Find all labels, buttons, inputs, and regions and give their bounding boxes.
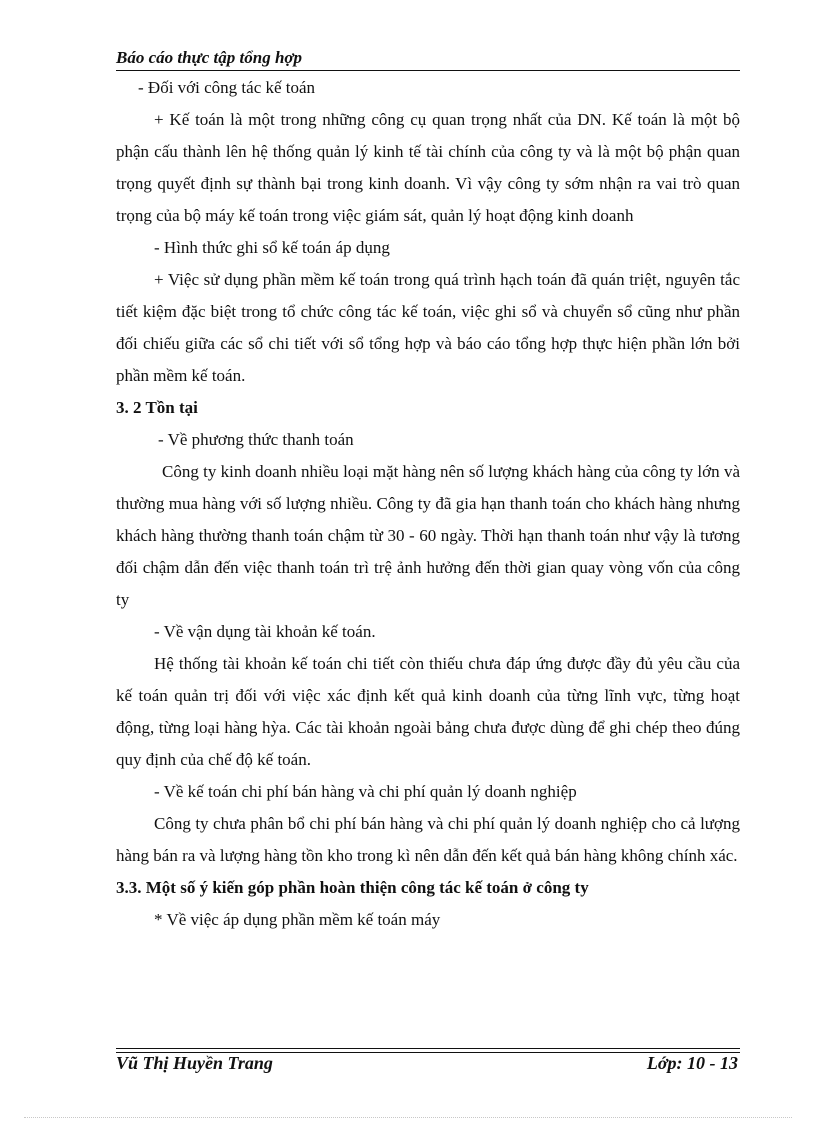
section-heading: 3.3. Một số ý kiến góp phần hoàn thiện công tác kế toán ở công ty xyxy=(116,878,589,897)
paragraph: - Về vận dụng tài khoản kế toán. xyxy=(154,622,376,641)
paragraph: * Về việc áp dụng phần mềm kế toán máy xyxy=(154,910,441,929)
footer-author: Vũ Thị Huyền Trang xyxy=(116,1053,273,1073)
paragraph: - Đối với công tác kế toán xyxy=(138,78,316,97)
header-rule xyxy=(116,70,740,71)
paragraph: - Hình thức ghi sổ kế toán áp dụng xyxy=(154,238,390,257)
paragraph: + Kế toán là một trong những công cụ quan trọng nhất của DN. Kế toán là một bộ phận cấu thành lên hệ thống quản lý kinh tế tài chính của công ty và là một bộ phận quan trọng quyết định sự thành bại trong kinh doanh. Vì vậy công ty sớm nhận ra vai trò quan trọng của bộ máy kế toán trong việc giám sát, quản lý hoạt động kinh doanh xyxy=(116,110,740,225)
section-heading: 3. 2 Tồn tại xyxy=(116,398,198,417)
paragraph: + Việc sử dụng phần mềm kế toán trong quá trình hạch toán đã quán triệt, nguyên tắc tiết kiệm đặc biệt trong tổ chức công tác kế toán, việc ghi sổ và chuyển sổ cũng như phần đối chiếu giữa các sổ chi tiết với sổ tổng hợp và báo cáo tổng hợp thực hiện phần lớn bởi phần mềm kế toán. xyxy=(116,270,740,385)
paragraph: Hệ thống tài khoản kế toán chi tiết còn thiếu chưa đáp ứng được đầy đủ yêu cầu của kế toán quản trị đối với việc xác định kết quả kinh doanh của từng lĩnh vực, từng hoạt động, từng loại hàng hỳa. Các tài khoản ngoài bảng chưa được dùng để ghi chép theo đúng quy định của chế độ kế toán. xyxy=(116,654,740,769)
paragraph: Công ty chưa phân bổ chi phí bán hàng và chi phí quản lý doanh nghiệp cho cả lượng hàng bán ra và lượng hàng tồn kho trong kì nên dẫn đến kết quả bán hàng không chính xác. xyxy=(116,814,740,865)
page-edge xyxy=(24,1117,792,1118)
paragraph: - Về phương thức thanh toán xyxy=(158,430,354,449)
paragraph: - Về kế toán chi phí bán hàng và chi phí quản lý doanh nghiệp xyxy=(154,782,577,801)
footer-rule xyxy=(116,1048,740,1049)
document-body xyxy=(116,72,740,936)
header-title: Báo cáo thực tập tổng hợp xyxy=(116,48,303,67)
footer-class: Lớp: 10 - 13 xyxy=(646,1053,738,1073)
paragraph: Công ty kinh doanh nhiều loại mặt hàng nên số lượng khách hàng của công ty lớn và thường mua hàng với số lượng nhiều. Công ty đã gia hạn thanh toán cho khách hàng nhưng khách hàng thường thanh toán chậm từ 30 - 60 ngày. Thời hạn thanh toán như vậy là tương đối chậm dẫn đến việc thanh toán trì trệ ảnh hưởng đến thời gian quay vòng vốn của công ty xyxy=(116,462,740,609)
